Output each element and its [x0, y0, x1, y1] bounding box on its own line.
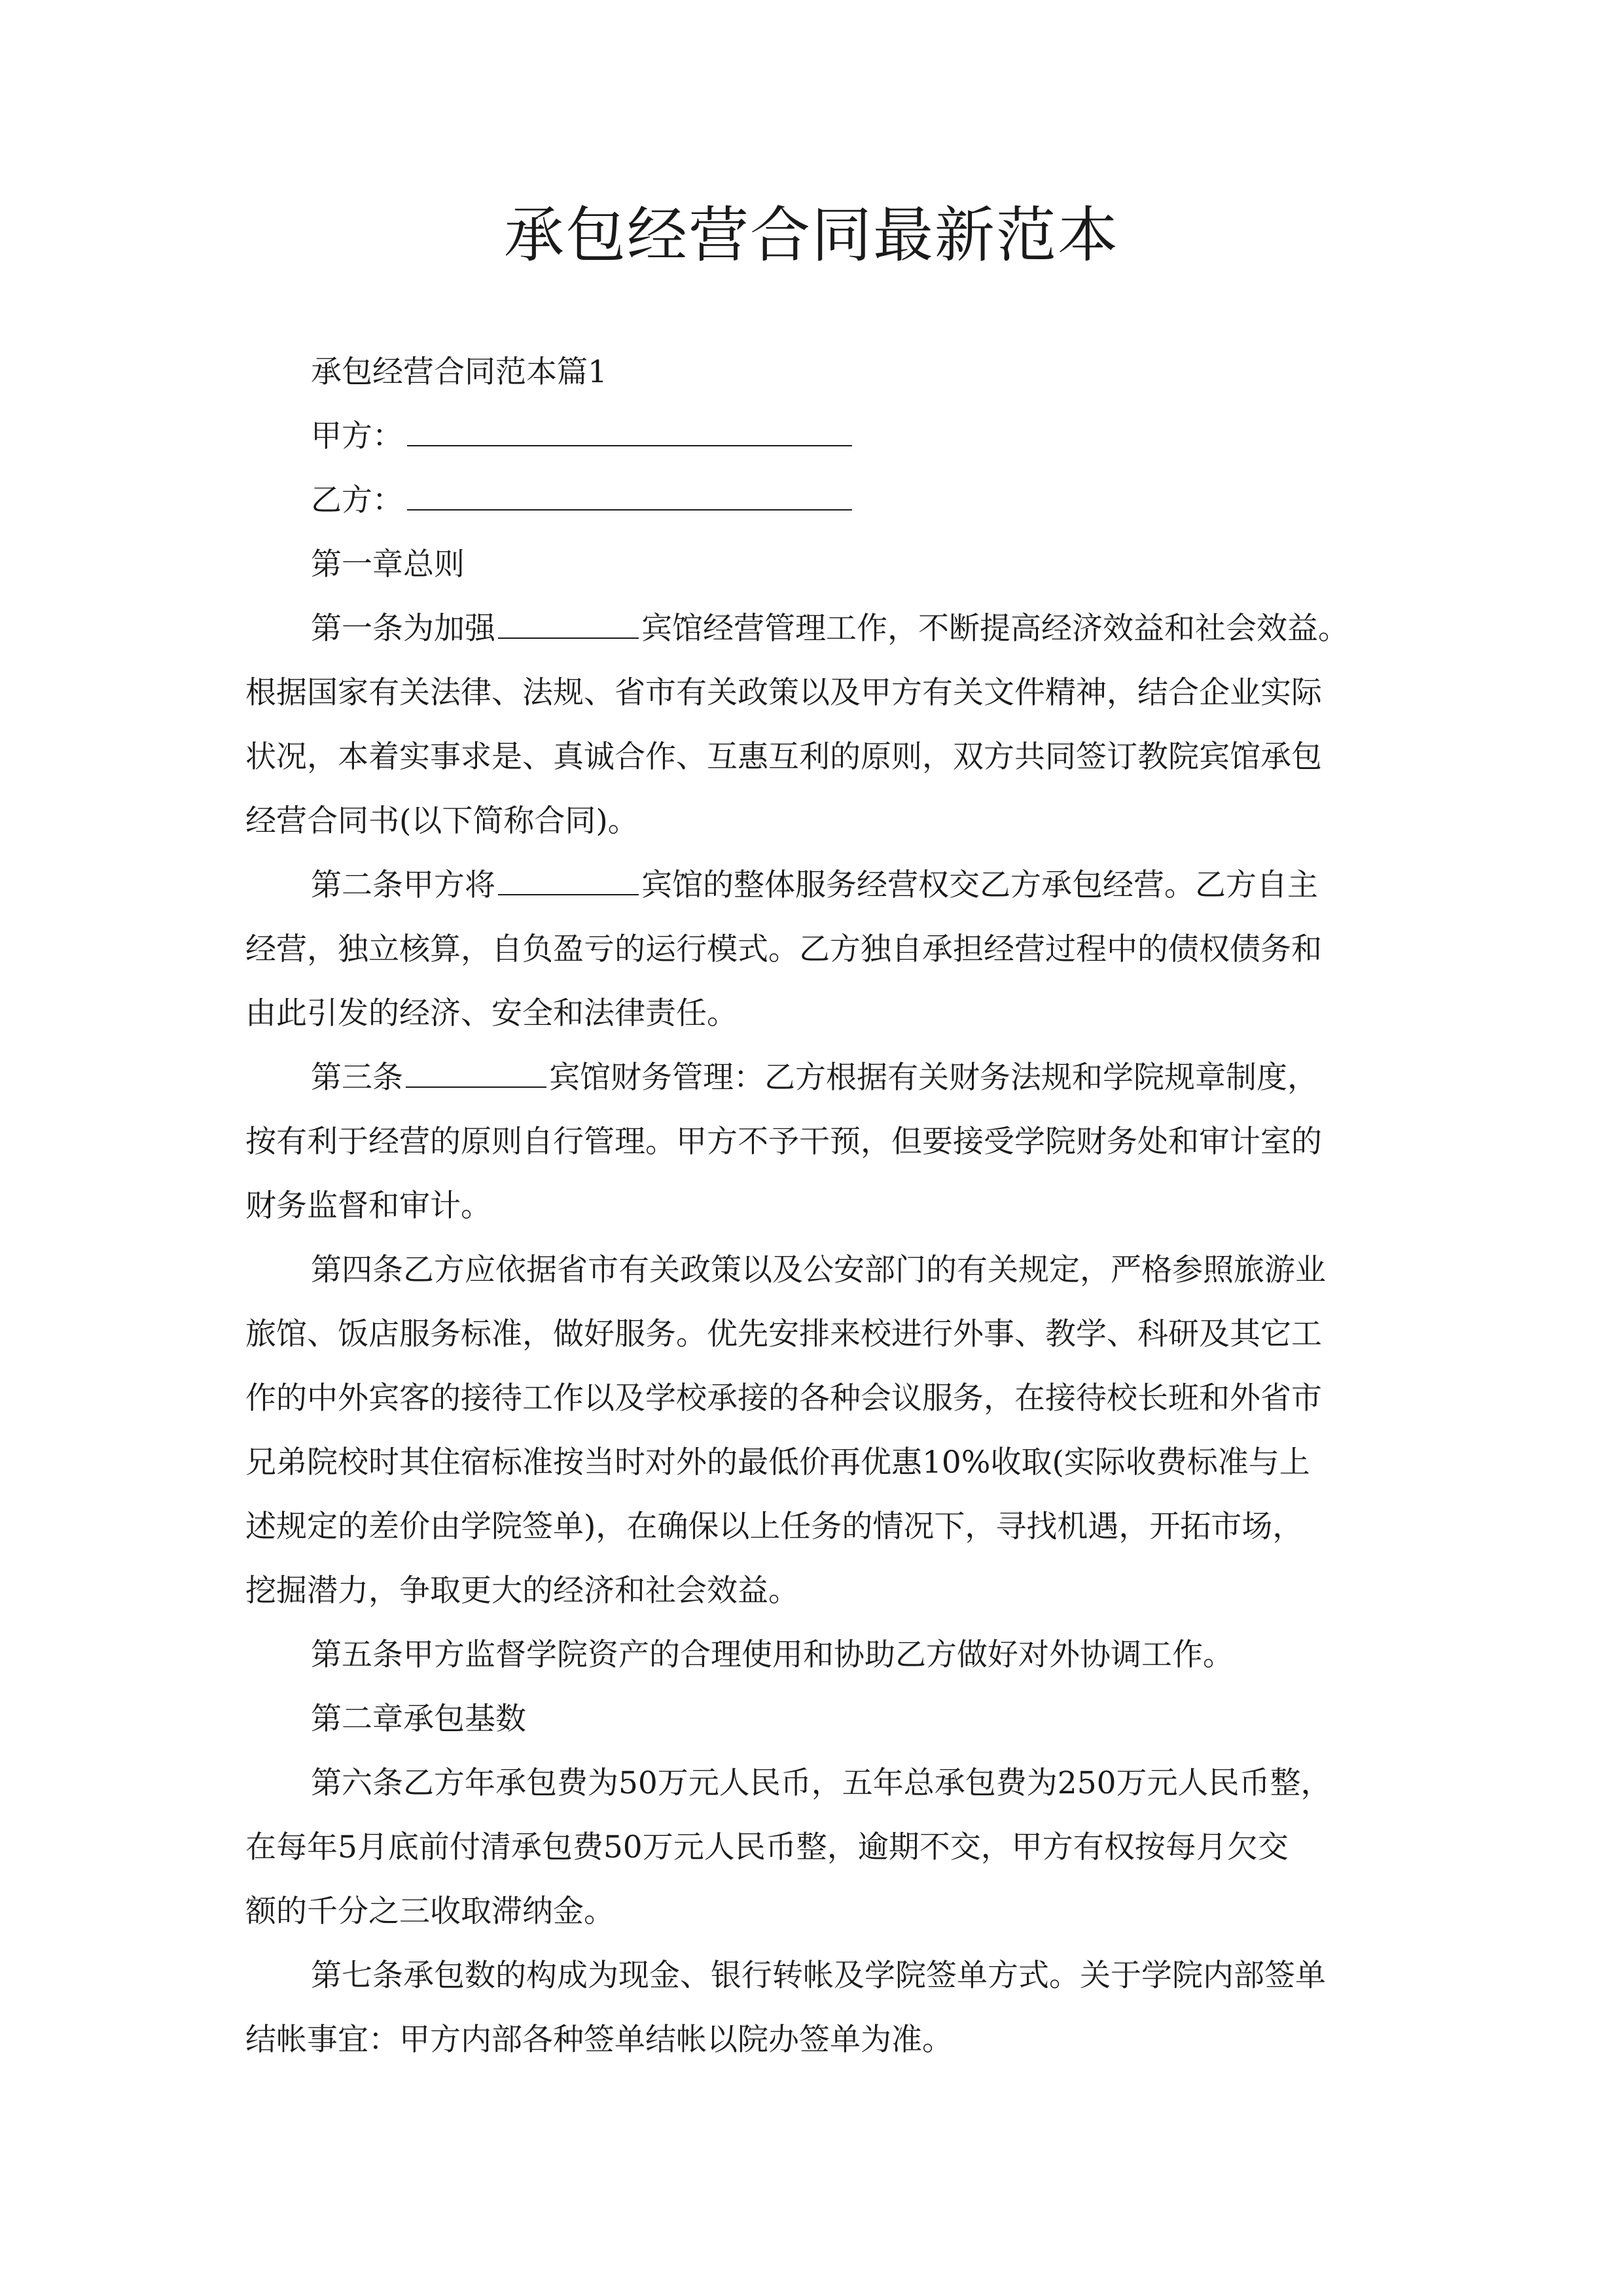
- article-6-line: 在每年5月底前付清承包费50万元人民币整，逾期不交，甲方有权按每月欠交: [245, 1829, 1289, 1865]
- section-heading: 承包经营合同范本篇1: [311, 354, 607, 390]
- article-1-line: 状况，本着实事求是、真诚合作、互惠互利的原则，双方共同签订教院宾馆承包: [245, 739, 1322, 775]
- party-b-line: [245, 469, 1387, 533]
- article-1-line: 根据国家有关法律、法规、省市有关政策以及甲方有关文件精神，结合企业实际: [245, 675, 1322, 711]
- article-1-lead: 第一条为加强: [311, 611, 495, 647]
- article-1-rest: 宾馆经营管理工作，不断提高经济效益和社会效益。: [641, 611, 1349, 647]
- article-4-line: 兄弟院校时其住宿标准按当时对外的最低价再优惠10%收取(实际收费标准与上: [245, 1444, 1310, 1480]
- article-6-line: 第六条乙方年承包费为50万元人民币，五年总承包费为250万元人民币整，: [311, 1765, 1332, 1801]
- article-4-line: 述规定的差价由学院签单)，在确保以上任务的情况下，寻找机遇，开拓市场，: [245, 1509, 1304, 1545]
- party-b-label: 乙方：: [311, 482, 403, 518]
- article-3-lead: 第三条: [311, 1060, 403, 1096]
- article-3-line: 按有利于经营的原则自行管理。甲方不予干预，但要接受学院财务处和审计室的: [245, 1124, 1322, 1160]
- article-5: 第五条甲方监督学院资产的合理使用和协助乙方做好对外协调工作。: [311, 1637, 1234, 1673]
- article-2-line: 由此引发的经济、安全和法律责任。: [245, 996, 738, 1031]
- hotel-name-blank: [498, 853, 639, 895]
- article-1: [245, 597, 1387, 853]
- hotel-name-blank: [406, 1046, 546, 1088]
- article-6: [245, 1751, 1387, 1944]
- document-body: [245, 340, 1387, 2072]
- hotel-name-blank: [498, 597, 639, 639]
- article-2-lead: 第二条甲方将: [311, 867, 495, 903]
- article-1-line: 经营合同书(以下简称合同)。: [245, 803, 639, 839]
- article-3-rest: 宾馆财务管理：乙方根据有关财务法规和学院规章制度，: [549, 1060, 1318, 1096]
- article-7: [245, 1944, 1387, 2072]
- article-4-line: 挖掘潜力，争取更大的经济和社会效益。: [245, 1573, 799, 1609]
- article-3-line: 财务监督和审计。: [245, 1188, 491, 1224]
- article-4: [245, 1238, 1387, 1623]
- article-6-line: 额的千分之三收取滞纳金。: [245, 1893, 615, 1929]
- chapter-heading-1: 第一章总则: [311, 547, 465, 583]
- article-4-line: 作的中外宾客的接待工作以及学校承接的各种会议服务，在接待校长班和外省市: [245, 1380, 1322, 1416]
- party-a-line: [245, 404, 1387, 469]
- article-2-line: 经营，独立核算，自负盈亏的运行模式。乙方独自承担经营过程中的债权债务和: [245, 931, 1322, 967]
- article-2: [245, 853, 1387, 1046]
- party-b-blank: [407, 469, 852, 511]
- document-title: 承包经营合同最新范本: [503, 200, 1119, 270]
- party-a-label: 甲方：: [311, 418, 403, 454]
- article-2-rest: 宾馆的整体服务经营权交乙方承包经营。乙方自主: [641, 867, 1318, 903]
- article-7-line: 第七条承包数的构成为现金、银行转帐及学院签单方式。关于学院内部签单: [311, 1958, 1326, 1994]
- article-3-line: [245, 1046, 1387, 1110]
- article-4-line: 第四条乙方应依据省市有关政策以及公安部门的有关规定，严格参照旅游业: [311, 1252, 1326, 1288]
- article-3: [245, 1046, 1387, 1238]
- article-1-line: [245, 597, 1387, 661]
- article-2-line: [245, 853, 1387, 918]
- article-7-line: 结帐事宜：甲方内部各种签单结帐以院办签单为准。: [245, 2022, 953, 2058]
- article-4-line: 旅馆、饭店服务标准，做好服务。优先安排来校进行外事、教学、科研及其它工: [245, 1316, 1322, 1352]
- chapter-heading-2: 第二章承包基数: [311, 1701, 526, 1737]
- party-a-blank: [407, 404, 852, 446]
